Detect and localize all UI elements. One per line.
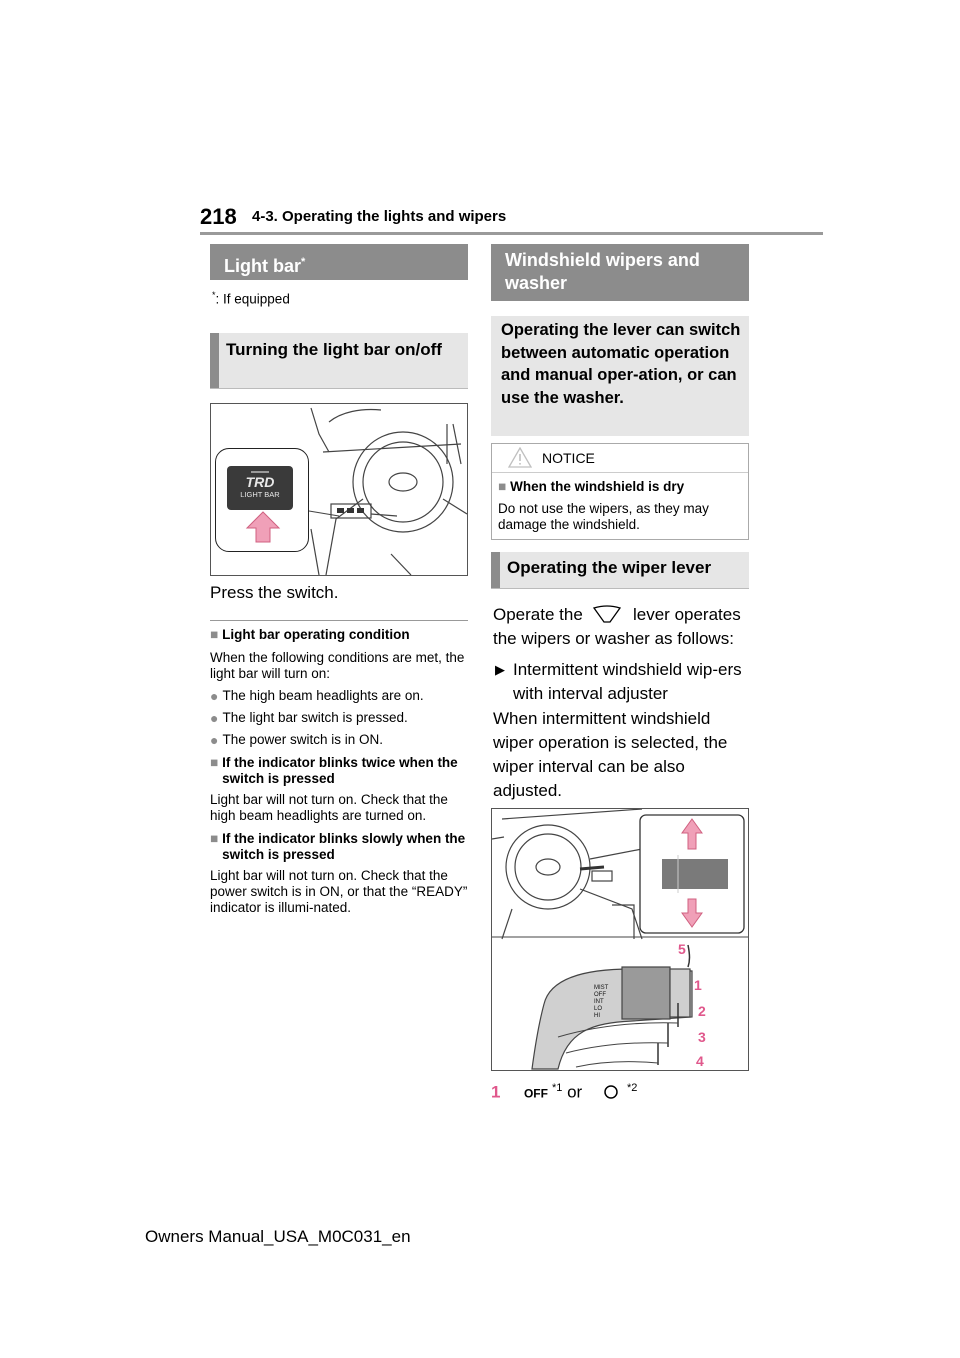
notice-text: Do not use the wipers, as they may damage the windshield. [498,501,709,532]
subheading-marker [210,333,219,388]
list-item: ● The power switch is in ON. [210,732,384,748]
or-text: or [567,1082,583,1102]
position-number-2: 2 [698,1003,706,1019]
wipers-intro: Operating the lever can switch between automatic operation and manual oper-ation, or can use the washer. [491,316,749,436]
indicator-lamp [251,471,269,473]
square-bullet-icon: ■ [210,831,219,846]
section-title: 4-3. Operating the lights and wipers [252,208,507,225]
operate-text: lever operates the wipers or washer as follows: [493,605,741,648]
subheading-wiper-lever [491,552,749,589]
operate-line-1: Operate the [493,603,626,627]
wiper-illustration [491,808,749,1071]
wipers-title: Windshield wipers and washer [505,250,700,293]
position-item-1 [491,1082,637,1103]
off-position-icon [601,1083,621,1101]
wiper-drawing [492,809,748,1070]
subheading-text: Turning the light bar on/off [226,340,442,359]
note-heading-2: ■ If the indicator blinks twice when the switch is pressed [210,755,458,786]
position-number-4: 4 [696,1053,704,1069]
note-heading-3: ■ If the indicator blinks slowly when the switch is pressed [210,831,466,862]
press-caption: Press the switch. [210,583,339,602]
light-bar-switch [227,466,293,510]
square-bullet-icon: ■ [210,627,219,642]
bullet-dot-icon: ● [210,732,219,748]
lever-settings: MIST OFF INT LO HI [594,985,609,1019]
square-bullet-icon: ■ [210,755,219,770]
header-rule [200,232,823,235]
footnote [212,290,290,307]
trd-logo: TRD [245,474,275,490]
bullet-dot-icon: ● [210,688,219,704]
notice-header [492,444,748,473]
notes-block [210,627,468,916]
triangle-arrow-icon: ▶ [495,662,505,677]
light-bar-heading [210,244,468,280]
footnote-text: : If equipped [215,291,290,307]
subheading-marker [491,552,500,588]
notes-divider [210,620,468,621]
title-asterisk: * [301,256,306,268]
subheading-light-bar [210,333,468,389]
page-number: 218 [200,204,237,229]
note-heading-1: ■ Light bar operating condition [210,627,410,642]
footnote-mark-2: *2 [626,1082,638,1094]
list-item: ● The high beam headlights are on. [210,688,424,704]
press-arrow-icon [245,510,281,544]
note-text-1: When the following conditions are met, the light bar will turn on: [210,650,465,681]
subheading-text: Operating the wiper lever [507,558,712,577]
note-text-3: Light bar will not turn on. Check that the power switch is in ON, or that the “READY” indicator is illumi-nated. [210,868,468,915]
notice-label: NOTICE [542,450,595,466]
list-item: ● The light bar switch is pressed. [210,710,408,726]
square-bullet-icon: ■ [498,479,507,494]
light-bar-illustration [210,403,468,576]
notice-heading: ■ When the windshield is dry [498,479,685,494]
arrow-item: ▶ Intermittent windshield wip-ers with interval adjuster [495,658,749,706]
wipers-heading [491,244,749,301]
note-text-2: Light bar will not turn on. Check that the high beam headlights are turned on. [210,792,448,823]
position-number-5: 5 [678,941,686,957]
footnote-mark-1: *1 [551,1082,563,1094]
footnote-asterisk: * [212,290,216,300]
warning-triangle-icon [508,447,532,468]
item-number: 1 [491,1082,501,1102]
bullet-dot-icon: ● [210,710,219,726]
interval-paragraph: When intermittent windshield wiper operation is selected, the wiper interval can be also adjusted. [493,709,728,800]
light-bar-title: Light bar [224,256,301,276]
position-number-1: 1 [694,977,702,993]
position-number-3: 3 [698,1029,706,1045]
off-label: OFF [523,1086,548,1101]
notice-box [491,443,749,540]
manual-id: Owners Manual_USA_M0C031_en [145,1227,411,1246]
light-bar-switch-label: LIGHT BAR [240,490,280,499]
